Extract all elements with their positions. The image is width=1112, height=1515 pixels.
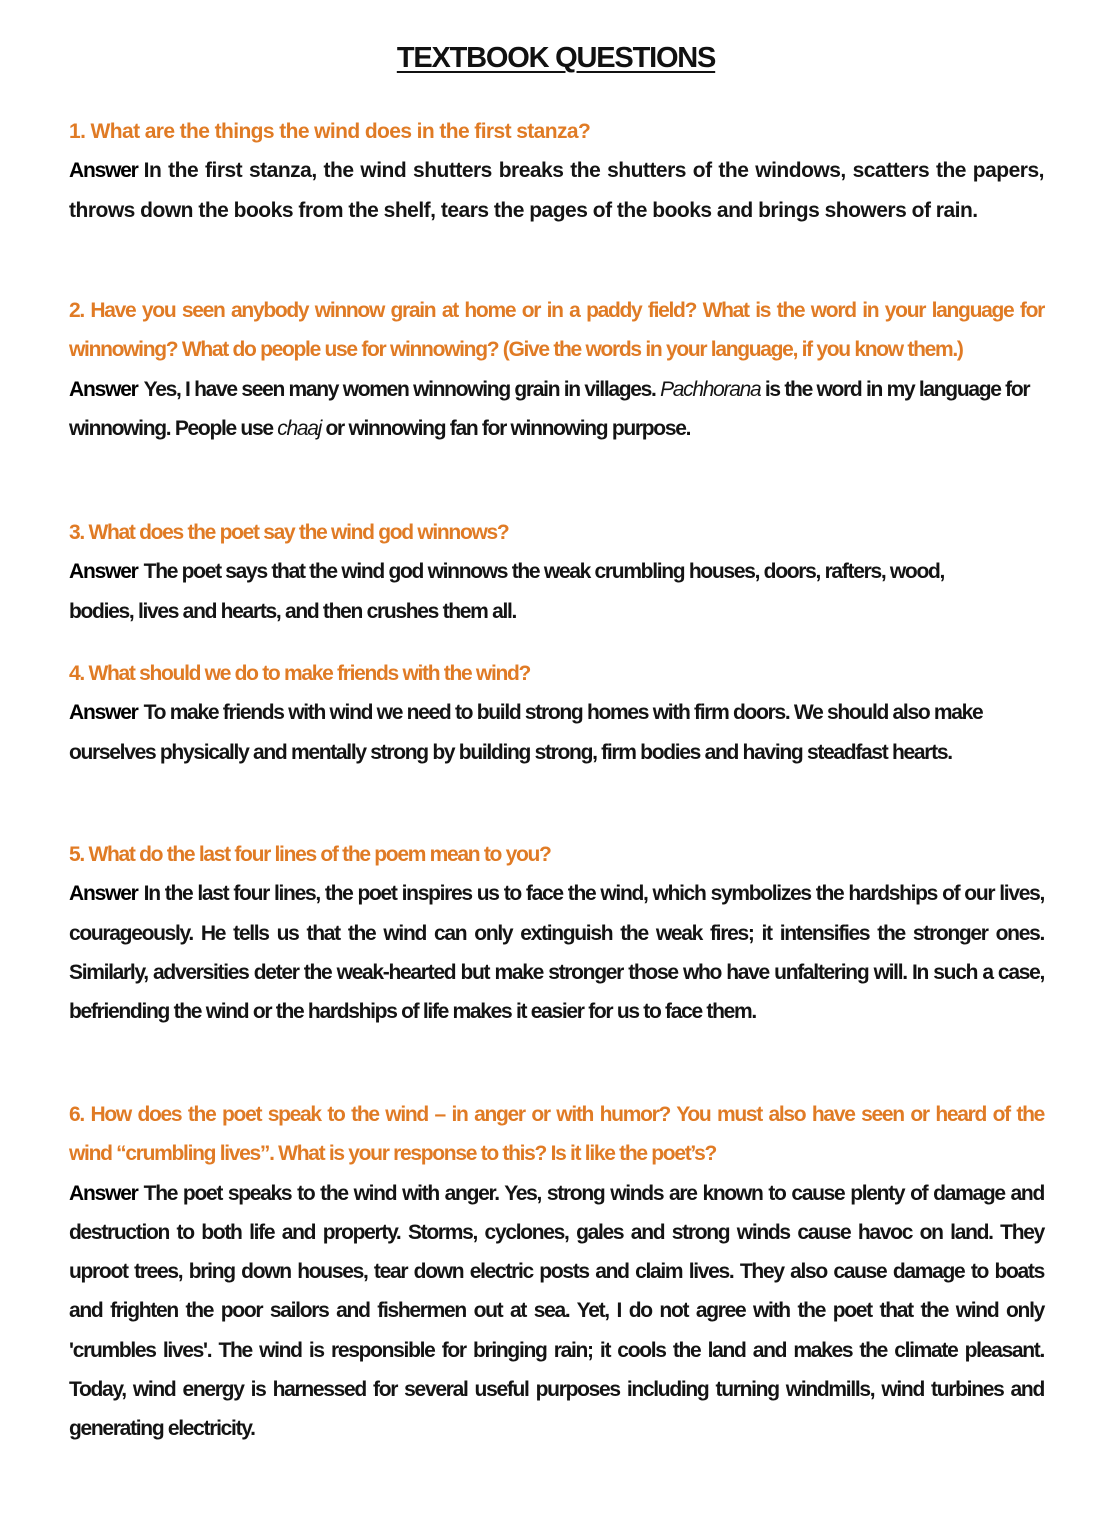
answer-text-part: is the word in my language for winnowing. People use [69, 377, 1030, 440]
page-title-text: TEXTBOOK QUESTIONS [396, 42, 716, 74]
answer-label: Answer [69, 701, 138, 725]
answer-2 [69, 370, 1044, 449]
answer-text-part: Yes, I have seen many women winnowing grain in villages. [143, 377, 661, 401]
question-6: 6. How does the poet speak to the wind – in anger or with humor? You must also have seen or heard of the wind “crumbling lives”. What is your response to this? Is it like the poet’s? [69, 1103, 1044, 1166]
answer-1 [69, 151, 1044, 230]
answer-text: The poet speaks to the wind with anger. Yes, strong winds are known to cause plenty of damage and destruction to both life and property. Storms, cyclones, gales and strong winds cause havoc on land. They uproot trees, bring down houses, tear down electric posts and claim lives. They also cause damage to boats and frighten the poor sailors and fishermen out at sea. Yet, I do not agree with the poet that the wind only 'crumbles lives'. The wind is responsible for bringing rain; it cools the land and makes the climate pleasant. Today, wind energy is harnessed for several useful purposes including turning windmills, wind turbines and generating electricity. [69, 1181, 1044, 1441]
answer-text: In the last four lines, the poet inspires us to face the wind, which symbolizes the hardships of our lives, courageously. He tells us that the wind can only extinguish the weak fires; it intensifies the stronger ones. Similarly, adversities deter the weak-hearted but make stronger those who have unfaltering will. In such a case, befriending the wind or the hardships of life makes it easier for us to face them. [69, 882, 1044, 1024]
answer-label: Answer [69, 882, 138, 906]
question-1: 1. What are the things the wind does in the first stanza? [69, 120, 591, 143]
answer-3 [69, 552, 989, 631]
qa-block-6 [69, 1095, 1044, 1449]
answer-label: Answer [69, 560, 138, 584]
answer-label: Answer [69, 159, 138, 183]
answer-label: Answer [69, 377, 138, 401]
question-5: 5. What do the last four lines of the poem mean to you? [69, 843, 551, 866]
answer-italic-term: Pachhorana [660, 377, 761, 401]
qa-block-1 [69, 112, 1044, 230]
answer-text: To make friends with wind we need to build strong homes with firm doors. We should also make ourselves physically and mentally strong by building strong, firm bodies and having steadfast hearts. [69, 701, 983, 764]
answer-5 [69, 874, 1044, 1031]
qa-block-4 [69, 654, 1044, 772]
answer-text: The poet says that the wind god winnows the weak crumbling houses, doors, rafters, wood, bodies, lives and hearts, and then crushes them all. [69, 560, 945, 623]
page-title [0, 42, 1112, 75]
answer-4 [69, 693, 1034, 772]
question-3: 3. What does the poet say the wind god winnows? [69, 521, 509, 544]
question-2: 2. Have you seen anybody winnow grain at home or in a paddy field? What is the word in your language for winnowing? What do people use for winnowing? (Give the words in your language, if you know them.) [69, 299, 1044, 362]
qa-block-2 [69, 291, 1044, 448]
answer-text: In the first stanza, the wind shutters breaks the shutters of the windows, scatters the papers, throws down the books from the shelf, tears the pages of the books and brings showers of rain. [69, 159, 1044, 222]
question-4: 4. What should we do to make friends with the wind? [69, 662, 531, 685]
qa-block-3 [69, 513, 1044, 631]
answer-label: Answer [69, 1181, 138, 1205]
answer-italic-term: chaaj [277, 416, 321, 440]
qa-block-5 [69, 835, 1044, 1031]
answer-text-part: or winnowing fan for winnowing purpose. [320, 416, 691, 440]
answer-6 [69, 1174, 1044, 1449]
